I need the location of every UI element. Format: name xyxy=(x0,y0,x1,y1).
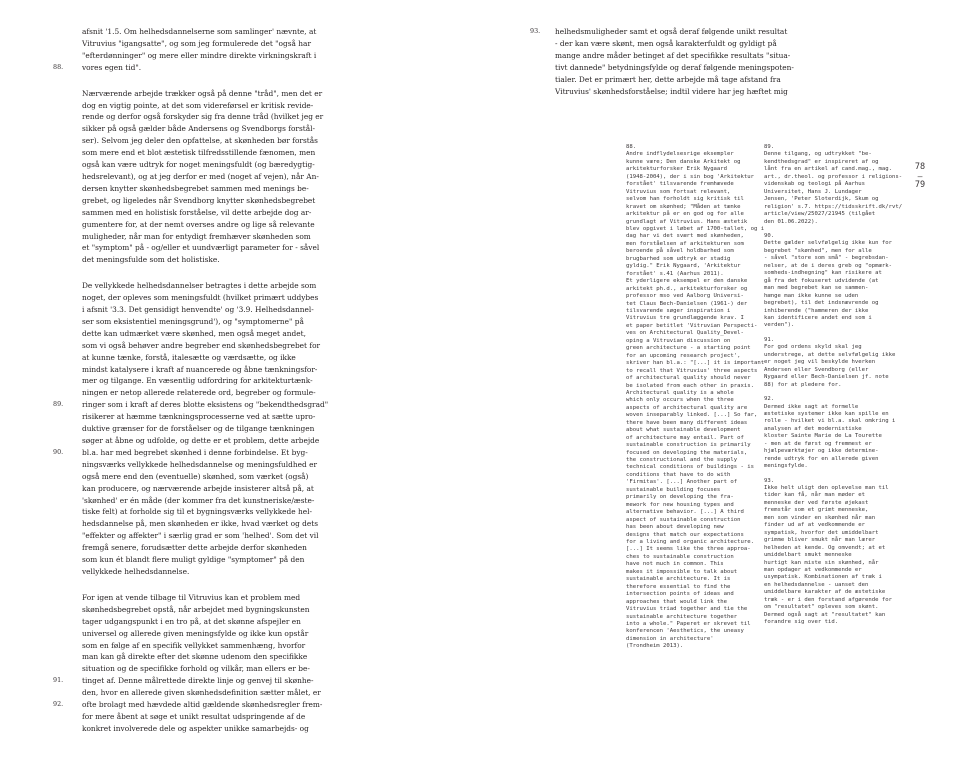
text-line xyxy=(82,483,331,495)
text-line xyxy=(82,604,331,616)
text-line xyxy=(82,364,331,376)
text-line xyxy=(82,171,331,183)
line-text: ofte brolagt med hævdede altid gældende skønhedsregler frem- xyxy=(82,700,323,710)
line-text: også mere end den (eventuelle) skønhed, som værket (også) xyxy=(82,471,309,481)
footnote-number: 91. xyxy=(764,336,775,343)
footnote-line: about what sustainable development xyxy=(626,427,741,434)
footnote-line: For god ordens skyld skal jeg xyxy=(764,344,862,351)
footnote-line: [...] It seems like the three approa- xyxy=(626,546,751,553)
footnote-line: kan identificere andet end som i xyxy=(764,314,872,321)
footnote-line: aspect of sustainable construction xyxy=(626,516,741,523)
text-line xyxy=(53,699,331,711)
text-line xyxy=(82,459,331,471)
line-text: vores egen tid". xyxy=(82,62,142,72)
footnote-line: makes it impossible to talk about xyxy=(626,568,738,575)
footnote-line: videnskab og teologi på Aarhus xyxy=(764,181,866,188)
line-text: ningen er netop allerede relaterede ord, begreber og formule- xyxy=(82,388,316,398)
note-reference-number: 92. xyxy=(53,700,64,709)
line-text: søger at åbne og udfolde, og dette er et problem, dette arbejde xyxy=(82,436,320,445)
line-text: "effekter og affekter" i særlig grad er som 'helhed'. Som det vil xyxy=(82,531,319,541)
text-line xyxy=(82,135,331,147)
text-line xyxy=(82,530,331,542)
line-text: - der kan være skønt, men også karakterfuldt og gyldigt på xyxy=(555,38,777,48)
footnote-line: designs that match our expectations xyxy=(626,531,744,538)
left-page-body-text xyxy=(53,26,331,749)
footnote-line: nelser, at de i deres greb og "opmærk- xyxy=(764,262,892,269)
text-line xyxy=(82,506,331,518)
line-text: gumentere for, at der nemt overses andre og lige så relevante xyxy=(82,219,315,229)
footnote-line: kendthedsgrad" er inspireret af og xyxy=(764,158,879,165)
text-line xyxy=(82,242,331,254)
footnote-line: Denne tilgang, og udtrykket "be- xyxy=(764,151,872,158)
footnote-line: inhiberende ("hammeren der ikke xyxy=(764,307,869,314)
text-line xyxy=(82,340,331,352)
footnote-line: Dette gælder selvfølgelig ikke kun for xyxy=(764,240,892,247)
body-paragraph xyxy=(530,26,811,97)
footnote-line: approaches that would link the xyxy=(626,598,728,605)
footnote-line: brugbarhed som udtryk er stadig xyxy=(626,255,731,262)
body-paragraph xyxy=(53,280,331,578)
note-reference-number: 93. xyxy=(530,27,541,35)
note-reference-number: 88. xyxy=(53,62,64,71)
footnote-line: meningsfylde. xyxy=(764,463,808,470)
footnote-line: tider kan få, når man møder et xyxy=(764,492,866,499)
text-line xyxy=(82,254,331,266)
footnote-line: religion' s.7. https://tidsskrift.dk/rvt/ xyxy=(764,203,903,210)
footnote-number: 92. xyxy=(764,396,775,403)
text-line xyxy=(82,711,331,723)
line-text: som vi også behøver andre begreber end skønhedsbegrebet for xyxy=(82,340,321,350)
footnote-line: beroende på såvel holdbarhed som xyxy=(626,248,734,255)
line-text: tager udgangspunkt i en tro på, at det skønne afspejler en xyxy=(82,616,301,626)
text-line xyxy=(82,435,331,447)
footnote-line: gå fra det fokuseret udvidende (at xyxy=(764,277,879,284)
footnote-line: træk - er i den forstand afgørende for xyxy=(764,596,892,603)
text-line xyxy=(53,62,331,74)
line-text: rende og derfor også forskyder sig fra denne tråd (hvilket jeg er xyxy=(82,112,324,122)
footnote-line: Nygaard eller Bech-Danielsen jf. note xyxy=(764,374,889,381)
line-text: duktive grænser for de forståelser og de tilgange tænkningen xyxy=(82,424,315,434)
footnote-line: om "resultatet" opleves som skønt. xyxy=(764,604,879,611)
footnote-number: 88. xyxy=(626,144,637,150)
line-text: De vellykkede helhedsdannelser betragtes i dette arbejde som xyxy=(82,281,317,291)
footnote-line: en helhedsdannelse - uanset den xyxy=(764,581,869,588)
text-line xyxy=(82,123,331,135)
footnote-line: æstetiske systemer ikke kan spille en xyxy=(764,410,889,417)
text-line xyxy=(82,159,331,171)
footnote-line: gyldig." Erik Nygaard, 'Arkitektur xyxy=(626,263,741,270)
text-line xyxy=(82,411,331,423)
text-line xyxy=(82,207,331,219)
line-text: dog en vigtig pointe, at det som videreførsel er kritisk revide- xyxy=(82,100,314,110)
line-text: hedsdannelse på, men skønheden er ikke, hvad værket og dets xyxy=(82,519,319,529)
text-line xyxy=(82,88,331,100)
line-text: skønhedsbegrebet opstå, når arbejdet med bygningskunsten xyxy=(82,604,310,614)
footnote-number: 89. xyxy=(764,144,775,150)
footnote xyxy=(626,144,765,651)
footnote-line: article/view/25027/21945 (tilgået xyxy=(764,211,876,218)
footnote-line: Universitet, Hans J. Lundager xyxy=(764,188,862,195)
footnote-line: be isolated from each other in praxis. xyxy=(626,382,754,389)
text-line xyxy=(82,219,331,231)
line-text: For igen at vende tilbage til Vitruvius kan et problem med xyxy=(82,592,301,602)
footnote-line: begrebet), til det indsnævrende og xyxy=(764,300,879,307)
footnote-line: sustainable construction is primarily xyxy=(626,442,751,449)
line-text: muligheder, når man for entydigt fremhæver skønheden som xyxy=(82,231,311,241)
text-line xyxy=(82,111,331,123)
footnote-line: Jensen, 'Peter Sloterdijk, Skum og xyxy=(764,196,879,203)
text-line xyxy=(82,375,331,387)
line-text: risikerer at hæmme tænkningsprocesserne ved at sætte upro- xyxy=(82,412,316,422)
text-line xyxy=(555,38,811,50)
footnote-line: the constructional and the supply xyxy=(626,457,738,464)
line-text: tinget af. Denne målrettede direkte linje og genvej til skønhe- xyxy=(82,676,314,686)
footnote xyxy=(764,396,896,471)
line-text: Nærværende arbejde trækker også på denne "tråd", men det er xyxy=(82,88,323,98)
footnote-line: (1948-2004), der i sin bog 'Arkitektur xyxy=(626,173,754,180)
line-text: mindst katalysere i kraft af nuancerede og åbne tænkningsfor- xyxy=(82,364,318,374)
text-line xyxy=(82,231,331,243)
text-line xyxy=(82,663,331,675)
footnote-line: selvom han forholdt sig kritisk til xyxy=(626,196,744,203)
note-reference-number: 89. xyxy=(53,400,64,409)
footnote-line: et paper betitlet 'Vitruvian Perspecti- xyxy=(626,322,758,329)
line-text: dersen knytter skønhedsbegrebet sammen med menings be- xyxy=(82,183,309,193)
text-line xyxy=(82,423,331,435)
page-folio xyxy=(907,163,933,190)
line-text: som kun ét blandt flere muligt gyldige "symptomer" på den xyxy=(82,555,305,565)
footnote-line: aspects of architectural quality are xyxy=(626,404,748,411)
line-text: universel og allerede given meningsfylde og ikke kun opstår xyxy=(82,628,309,638)
line-text: fremgå senere, forudsætter dette arbejde derfor skønheden xyxy=(82,543,307,553)
folio-right-number: 79 xyxy=(914,180,926,190)
text-line xyxy=(82,147,331,159)
footnote-line: tet Claus Bech-Danielsen (1961-) der xyxy=(626,300,748,307)
text-line xyxy=(82,304,331,316)
footnote-line: verden"). xyxy=(764,322,795,329)
footnote-line: er noget jeg vil beskylde hverken xyxy=(764,359,876,366)
footnote-line: hjælpeværktøjer og ikke determine- xyxy=(764,448,879,455)
footnote-line: man opdager at vedkommende er xyxy=(764,567,862,574)
text-line xyxy=(555,62,811,74)
footnote-line: Ikke helt uligt den oplevelse man til xyxy=(764,485,889,492)
line-text: det meningsfulde som det holistiske. xyxy=(82,255,220,265)
line-text: tivt dannede" betydningsfylde og deraf følgende meningspoten- xyxy=(555,62,794,72)
footnote-line: focused on developing the materials, xyxy=(626,449,748,456)
text-line xyxy=(82,387,331,399)
footnote xyxy=(764,478,890,627)
footnote-line: for a living and organic architecture. xyxy=(626,539,754,546)
footnote-line: forstået' s.41 (Aarhus 2011). xyxy=(626,270,724,277)
footnote-line: forandre sig over tid. xyxy=(764,619,839,626)
line-text: ser som eksistentiel meningsgrund'), og "symptomerne" på xyxy=(82,316,304,326)
footnotes-column-1 xyxy=(626,144,765,658)
text-line xyxy=(82,100,331,112)
footnote-line: Andersen eller Svendborg (eller xyxy=(764,366,869,373)
footnote-line: art., dr.theol. og professor i religions- xyxy=(764,173,903,180)
footnote-line: has been about developing new xyxy=(626,524,724,531)
right-page-body-text xyxy=(530,26,811,97)
footnote-line: have not much in common. This xyxy=(626,561,724,568)
footnote-number: 93. xyxy=(764,477,775,484)
line-text: Vitruvius' skønhedsforståelse; indtil videre har jeg hæftet mig xyxy=(555,86,788,96)
footnote-line: umiddelbare karakter af de æstetiske xyxy=(764,589,886,596)
text-line xyxy=(53,399,331,411)
footnote-line: conditions that have to do with xyxy=(626,471,731,478)
text-line xyxy=(82,640,331,652)
footnote-line: forstået' tilsvarende fremhævede xyxy=(626,181,734,188)
body-paragraph xyxy=(82,88,331,267)
text-line xyxy=(82,38,331,50)
footnote-line: kunne være; Den danske Arkitekt og xyxy=(626,158,741,165)
text-line xyxy=(82,723,331,735)
line-text: den, hvor en allerede given skønhedsdefinition sætter målet, er xyxy=(82,688,321,698)
line-text: et "symptom" på - og/eller et uundværligt parameter for - såvel xyxy=(82,243,320,253)
footnote-line: ches to sustainable construction xyxy=(626,553,734,560)
footnote-line: technical conditions of buildings - is xyxy=(626,464,754,471)
text-line xyxy=(82,352,331,364)
text-line xyxy=(555,50,811,62)
footnote-line: therefore essential to find the xyxy=(626,583,731,590)
text-line xyxy=(82,316,331,328)
line-text: som en følge af en specifik vellykket sammenhæng, hvorfor xyxy=(82,640,306,650)
text-line xyxy=(82,195,331,207)
footnote-line: for an upcoming research project', xyxy=(626,352,741,359)
text-line xyxy=(82,651,331,663)
footnote-line: mework for new housing types and xyxy=(626,501,734,508)
line-text: også kan være udtryk for noget meningsfuldt (og bæredygtig- xyxy=(82,160,315,170)
line-text: konkret involverede dele og aspekter unikke samarbejds- og xyxy=(82,723,309,733)
line-text: afsnit '1.5. Om helhedsdannelserne som samlinger' nævnte, at xyxy=(82,27,317,36)
text-line xyxy=(82,495,331,507)
footnote-line: Vitruvius triad together and tie the xyxy=(626,606,748,613)
line-text: hedsrelevant), og at jeg derfor er med (noget af vejen), når An- xyxy=(82,171,319,181)
footnote-line: (Trondheim 2013). xyxy=(626,643,684,650)
line-text: som mere end et blot æstetisk tilfredsstillende fænomen, men xyxy=(82,148,316,158)
footnote-line: menneske der ved første øjekast xyxy=(764,499,869,506)
footnote-line: of architectural quality should never xyxy=(626,375,751,382)
footnote xyxy=(764,233,890,330)
footnote-line: arkitekt ph.d., arkitekturforsker og xyxy=(626,285,748,292)
footnote-line: which only occurs when the three xyxy=(626,397,734,404)
text-line xyxy=(53,447,331,459)
footnote-line: rende udtryk for en allerede given xyxy=(764,455,879,462)
footnote xyxy=(764,144,903,226)
footnote-line: of architecture may entail. Part of xyxy=(626,434,744,441)
footnote-line: somheds-indhegning" kan risikere at xyxy=(764,270,882,277)
footnote-line: hurtigt kan miste sin skønhed, når xyxy=(764,559,879,566)
line-text: grebet, og ligeledes når Svendborg knytter skønhedsbegrebet xyxy=(82,195,316,205)
line-text: ser). Selvom jeg deler den opfattelse, at skønheden bør forstås xyxy=(82,136,318,146)
footnote-line: arkitektur på er en god og for alle xyxy=(626,211,744,218)
footnote-line: man med begrebet kan se sammen- xyxy=(764,285,869,292)
footnote-line: green architecture - a starting point xyxy=(626,345,751,352)
footnote-line: grundlagt af Vitruvius. Hans æstetik xyxy=(626,218,748,225)
footnote-line: blev opgivet i løbet af 1700-tallet, og i xyxy=(626,225,765,232)
footnote-line: begrebet "skønhed", men for alle xyxy=(764,247,872,254)
line-text: bl.a. har med begrebet skønhed i denne forbindelse. Et byg- xyxy=(82,447,308,457)
footnote-line: Et yderligere eksempel er den danske xyxy=(626,278,748,285)
text-line xyxy=(82,687,331,699)
line-text: sikker på også gælder både Andersens og Svendborgs forstål- xyxy=(82,124,315,134)
body-paragraph xyxy=(53,26,331,74)
footnote-line: Vitruvius som fortsat relevant, xyxy=(626,188,731,195)
footnote-line: sympatisk, hvorfor det umiddelbart xyxy=(764,529,879,536)
footnote-line: Dermed ikke sagt at formelle xyxy=(764,403,859,410)
text-line xyxy=(82,628,331,640)
body-paragraph xyxy=(53,592,331,735)
footnote-line: dimension in architecture' xyxy=(626,635,714,642)
footnote-line: hænge man ikke kunne se uden xyxy=(764,292,859,299)
text-line xyxy=(82,616,331,628)
footnote-line: ves on Architectural Quality_Devel- xyxy=(626,330,744,337)
footnote-number: 90. xyxy=(764,232,775,239)
line-text: tialer. Det er primært her, dette arbejde må tage afstand fra xyxy=(555,74,781,84)
footnote-line: Andre indflydelsesrige eksempler xyxy=(626,151,734,158)
line-text: mange andre måder betinget af det specifikke resultats "situa- xyxy=(555,50,791,60)
footnote-line: oping a Vitruvian discussion on xyxy=(626,337,731,344)
footnote-line: tilsvarende søger inspiration i xyxy=(626,307,731,314)
folio-dash: — xyxy=(917,172,923,181)
footnote-line: kloster Sainte Marie de La Tourette xyxy=(764,433,882,440)
footnote-line: rolle - hvilket vi bl.a. skal omkring i xyxy=(764,418,896,425)
note-reference-number: 91. xyxy=(53,676,64,685)
text-line xyxy=(82,592,331,604)
footnote xyxy=(764,336,896,389)
footnote-line: there have been many different ideas xyxy=(626,419,748,426)
text-line xyxy=(82,292,331,304)
text-line xyxy=(82,26,331,38)
folio-left-number: 78 xyxy=(914,162,926,172)
line-text: dette kan udmærket være skønhed, men også meget andet, xyxy=(82,328,306,338)
footnote-line: konferencen 'Aesthetics, the uneasy xyxy=(626,628,744,635)
footnote-line: dag har vi det svært med skønheden, xyxy=(626,233,744,240)
footnote-line: fremstår som et grimt menneske, xyxy=(764,507,869,514)
footnote-line: arkitekturforsker Erik Nygaard xyxy=(626,166,728,173)
line-text: mer og tilgange. En væsentlig udfordring for arkitekturtænk- xyxy=(82,376,313,386)
footnote-line: intersection points of ideas and xyxy=(626,591,734,598)
line-text: i afsnit '3.3. Det gensidigt henvendte' og '3.9. Helhedsdannel- xyxy=(82,305,314,315)
line-text: helhedsmuligheder samt et også deraf følgende unikt resultat xyxy=(555,27,788,36)
footnotes-column-2 xyxy=(764,144,903,634)
footnote-line: umiddelbart smukt menneske xyxy=(764,552,852,559)
line-text: situation og de specifikke forhold og vilkår, man ellers er be- xyxy=(82,664,310,674)
text-line xyxy=(82,50,331,62)
line-text: ringer som i kraft af deres blotte eksistens og "bekendthedsgrad" xyxy=(82,400,329,410)
text-line xyxy=(82,542,331,554)
note-reference-number: 90. xyxy=(53,447,64,456)
footnote-line: men forståelsen af arkitekturen som xyxy=(626,240,744,247)
footnote-line: 'Firmitas'. [...] Another part of xyxy=(626,479,738,486)
line-text: sammen med en holistisk forståelse, vil dette arbejde dog ar- xyxy=(82,207,312,217)
footnote-line: analysen af det modernistiske xyxy=(764,425,862,432)
footnote-line: Architectural quality is a whole xyxy=(626,389,734,396)
text-line xyxy=(82,280,331,292)
footnote-line: understrege, at dette selvfølgelig ikke xyxy=(764,351,896,358)
footnote-line: finder ud af at vedkommende er xyxy=(764,522,866,529)
text-line xyxy=(82,183,331,195)
text-line xyxy=(82,554,331,566)
footnote-line: woven inseparably linked. [...] So far, xyxy=(626,412,758,419)
footnote-line: grimme bliver smukt når man lærer xyxy=(764,537,876,544)
footnote-line: professor mso ved Aalborg Universi- xyxy=(626,293,744,300)
footnote-line: lånt fra en artikel af cand.mag., mag. xyxy=(764,166,892,173)
footnote-line: 88) for at pledere for. xyxy=(764,381,842,388)
footnote-line: Vitruvius tre grundlæggende krav. I xyxy=(626,315,744,322)
footnote-line: kravet om skønhed; "Måden at tænke xyxy=(626,203,741,210)
text-line xyxy=(82,471,331,483)
footnote-line: skriver han bl.a.: "[...] it is important xyxy=(626,360,765,367)
line-text: kan producere, og nærværende arbejde insisterer altså på, at xyxy=(82,483,314,493)
line-text: for mere åbent at søge et unikt resultat udspringende af de xyxy=(82,711,306,721)
footnote-line: men som vinder en skønhed når man xyxy=(764,514,876,521)
text-line xyxy=(82,518,331,530)
footnote-line: alternative behavior. [...] A third xyxy=(626,509,744,516)
footnote-line: to recall that Vitruvius' three aspects xyxy=(626,367,758,374)
line-text: "efterdønninger" og mere eller mindre direkte virkningskraft i xyxy=(82,50,317,60)
line-text: vellykkede helhedsdannelse. xyxy=(82,566,190,576)
text-line xyxy=(555,86,811,98)
line-text: man kan gå direkte efter det skønne udenom den specifikke xyxy=(82,652,308,662)
footnote-line: sustainable architecture. It is xyxy=(626,576,731,583)
footnote-line: den 01.06.2022). xyxy=(764,218,818,225)
text-line xyxy=(82,566,331,578)
line-text: noget, der opleves som meningsfuldt (hvilket primært uddybes xyxy=(82,293,319,303)
footnote-line: usympatisk. Kombinationen af træk i xyxy=(764,574,882,581)
text-line xyxy=(53,675,331,687)
footnote-line: sustainable building focuses xyxy=(626,486,721,493)
text-line xyxy=(555,74,811,86)
text-line xyxy=(82,328,331,340)
footnote-line: - men at de først og fremmest er xyxy=(764,440,872,447)
line-text: at kunne tænke, forstå, italesætte og værdsætte, og ikke xyxy=(82,352,296,362)
footnote-line: - såvel "store som små" - begrebsdan- xyxy=(764,255,889,262)
line-text: Vitruvius "igangsatte", og som jeg formulerede det "også har xyxy=(82,38,311,48)
text-line xyxy=(530,26,811,38)
line-text: tiske felt) at forholde sig til et bygningsværks vellykkede hel- xyxy=(82,507,313,517)
footnote-line: primarily on developing the fra- xyxy=(626,494,734,501)
footnote-line: helheden at kende. Og omvendt; at et xyxy=(764,544,886,551)
footnote-line: Dermed også sagt at "resultatet" kan xyxy=(764,611,886,618)
line-text: ningsværks vellykkede helhedsdannelse og meningsfuldhed er xyxy=(82,459,318,469)
footnote-line: sustainable architecture together xyxy=(626,613,738,620)
line-text: 'skønhed' er én måde (der kommer fra det kunstneriske/æste- xyxy=(82,495,315,505)
footnote-line: into a whole." Paperet er skrevet til xyxy=(626,621,751,627)
